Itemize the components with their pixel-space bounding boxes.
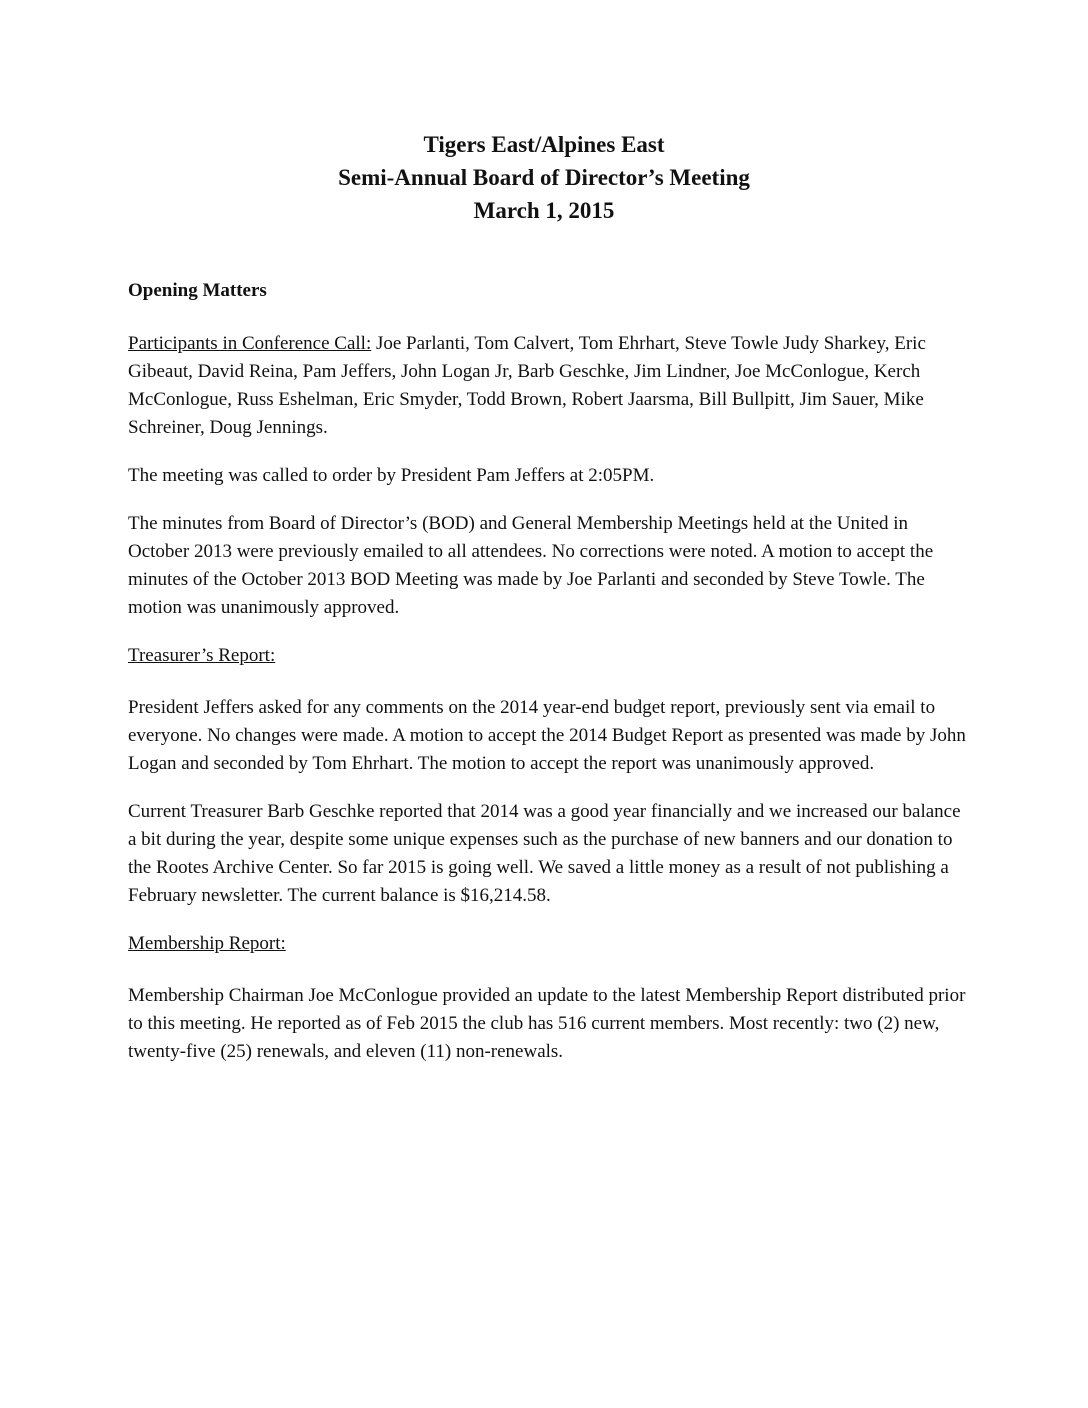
treasurer-budget-paragraph: President Jeffers asked for any comments on the 2014 year-end budget report, previously sent via email to everyone. No changes were made. A motion to accept the 2014 Budget Report as presented was made by John Logan and seconded by Tom Ehrhart. The motion to accept the report was unanimously approved. [128, 697, 966, 774]
membership-report-heading: Membership Report: [128, 933, 286, 954]
document-body [128, 276, 968, 1086]
title-organization: Tigers East/Alpines East [423, 132, 665, 157]
participants-list: Joe Parlanti, Tom Calvert, Tom Ehrhart, Steve Towle Judy Sharkey, Eric Gibeaut, David Reina, Pam Jeffers, John Logan Jr, Barb Geschke, Jim Lindner, Joe McConlogue, Kerch McConlogue, Russ Eshelman, Eric Smyder, Todd Brown, Robert Jaarsma, Bill Bullpitt, Jim Sauer, Mike Schreiner, Doug Jennings. [128, 333, 926, 438]
document-title-block [0, 128, 1088, 227]
participants-paragraph [128, 330, 968, 442]
minutes-paragraph: The minutes from Board of Director’s (BOD) and General Membership Meetings held at the United in October 2013 were previously emailed to all attendees. No corrections were noted. A motion to accept the minutes of the October 2013 BOD Meeting was made by Joe Parlanti and seconded by Steve Towle. The motion was unanimously approved. [128, 513, 934, 618]
title-date: March 1, 2015 [473, 198, 615, 223]
title-meeting: Semi-Annual Board of Director’s Meeting [338, 165, 750, 190]
treasurer-report-heading: Treasurer’s Report: [128, 645, 276, 666]
participants-label: Participants in Conference Call: [128, 333, 372, 354]
call-to-order-paragraph: The meeting was called to order by President Pam Jeffers at 2:05PM. [128, 465, 655, 486]
treasurer-balance-paragraph: Current Treasurer Barb Geschke reported that 2014 was a good year financially and we increased our balance a bit during the year, despite some unique expenses such as the purchase of new banners and our donation to the Rootes Archive Center. So far 2015 is going well. We saved a little money as a result of not publishing a February newsletter. The current balance is $16,214.58. [128, 801, 961, 906]
opening-matters-heading: Opening Matters [128, 280, 267, 301]
membership-paragraph: Membership Chairman Joe McConlogue provided an update to the latest Membership Report distributed prior to this meeting. He reported as of Feb 2015 the club has 516 current members. Most recently: two (2) new, twenty-five (25) renewals, and eleven (11) non-renewals. [128, 985, 966, 1062]
